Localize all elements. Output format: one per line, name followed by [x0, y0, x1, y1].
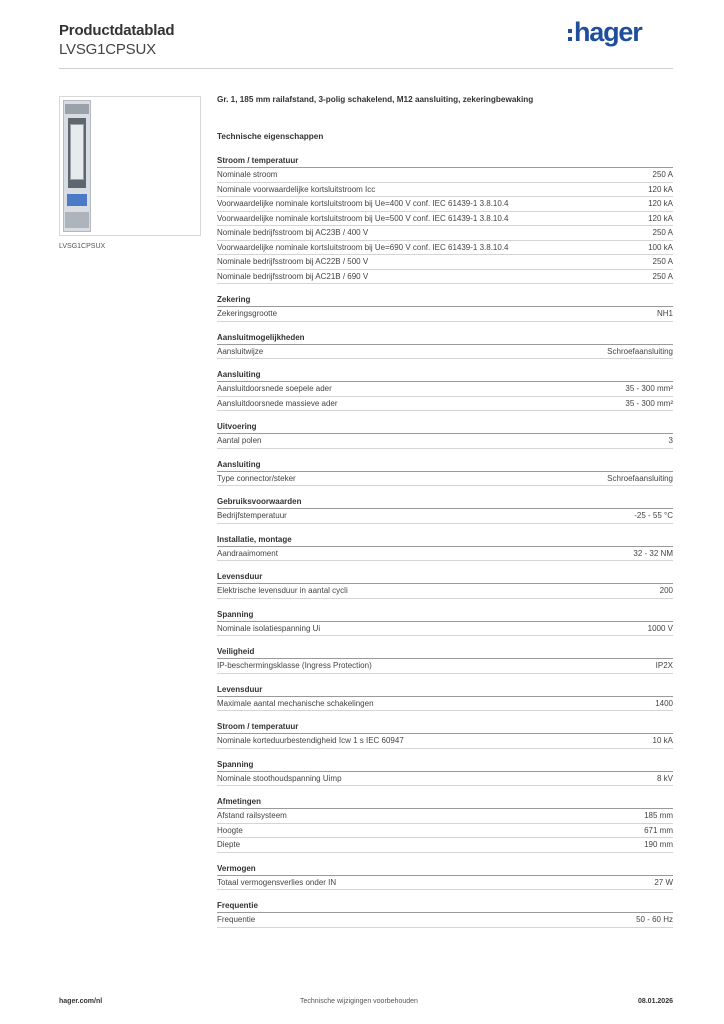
- spec-label: Frequentie: [217, 915, 256, 924]
- spec-label: IP-beschermingsklasse (Ingress Protection): [217, 661, 372, 670]
- spec-label: Elektrische levensduur in aantal cycli: [217, 586, 348, 595]
- spec-value: IP2X: [655, 661, 673, 670]
- spec-row: [217, 307, 673, 322]
- spec-group-title: Levensduur: [217, 571, 673, 584]
- spec-value: Schroefaansluiting: [607, 346, 673, 356]
- spec-value: 185 mm: [644, 811, 673, 820]
- spec-row: [217, 226, 673, 241]
- spec-label: Aansluitdoorsnede massieve ader: [217, 398, 338, 408]
- spec-row: [217, 809, 673, 824]
- spec-group-title: Stroom / temperatuur: [217, 721, 673, 734]
- logo-dots: [568, 29, 572, 41]
- spec-group-title: Aansluiting: [217, 369, 673, 382]
- spec-group-title: Spanning: [217, 609, 673, 622]
- product-image-caption: LVSG1CPSUX: [59, 243, 106, 250]
- spec-label: Type connector/steker: [217, 473, 296, 483]
- product-image: [59, 96, 201, 236]
- spec-group: [217, 646, 673, 674]
- spec-value: 1400: [655, 698, 673, 708]
- spec-row: [217, 270, 673, 285]
- spec-group-title: Installatie, montage: [217, 534, 673, 547]
- spec-value: NH1: [656, 309, 673, 318]
- spec-group: [217, 684, 673, 712]
- spec-value: 671 mm: [644, 825, 673, 835]
- page-header: [59, 22, 174, 58]
- spec-value: 200: [659, 586, 673, 595]
- spec-label: Voorwaardelijke nominale kortsluitstroom bij Ue=500 V conf. IEC 61439-1 3.8.10.4: [217, 213, 509, 223]
- spec-group: [217, 759, 673, 787]
- spec-group-title: Gebruiksvoorwaarden: [217, 496, 673, 509]
- spec-group: [217, 571, 673, 599]
- spec-label: Nominale bedrijfsstroom bij AC22B / 500 V: [217, 257, 369, 266]
- spec-label: Bedrijfstemperatuur: [217, 511, 287, 520]
- spec-row: [217, 241, 673, 256]
- spec-group-title: Zekering: [217, 294, 673, 307]
- spec-label: Voorwaardelijke nominale kortsluitstroom bij Ue=690 V conf. IEC 61439-1 3.8.10.4: [217, 242, 509, 252]
- spec-value: 100 kA: [648, 242, 673, 252]
- spec-group-title: Stroom / temperatuur: [217, 155, 673, 168]
- footer-date: 08.01.2026: [637, 998, 673, 1005]
- spec-group: [217, 534, 673, 562]
- spec-value: -25 - 55 °C: [634, 511, 673, 520]
- spec-value: 250 A: [652, 228, 673, 237]
- spec-label: Zekeringsgrootte: [217, 309, 278, 318]
- spec-group-title: Frequentie: [217, 900, 673, 913]
- spec-group-title: Vermogen: [217, 863, 673, 876]
- spec-groups: [217, 155, 673, 928]
- spec-value: 35 - 300 mm²: [625, 398, 673, 408]
- spec-label: Totaal vermogensverlies onder IN: [217, 877, 337, 887]
- spec-label: Nominale stroom: [217, 170, 278, 179]
- spec-row: [217, 913, 673, 928]
- spec-row: [217, 197, 673, 212]
- spec-row: [217, 659, 673, 674]
- spec-group: [217, 155, 673, 284]
- spec-group-title: Aansluiting: [217, 459, 673, 472]
- spec-row: [217, 183, 673, 198]
- hager-logo: [568, 18, 642, 46]
- spec-row: [217, 212, 673, 227]
- spec-value: 190 mm: [644, 840, 673, 849]
- spec-row: [217, 509, 673, 524]
- spec-row: [217, 876, 673, 891]
- spec-row: [217, 838, 673, 853]
- spec-group-title: Levensduur: [217, 684, 673, 697]
- spec-group: [217, 369, 673, 411]
- spec-value: Schroefaansluiting: [607, 473, 673, 483]
- spec-group: [217, 459, 673, 487]
- spec-group: [217, 721, 673, 749]
- footer-disclaimer: Technische wijzigingen voorbehouden: [300, 998, 418, 1005]
- spec-row: [217, 345, 673, 360]
- spec-row: [217, 547, 673, 562]
- spec-value: 10 kA: [652, 736, 673, 745]
- spec-label: Aansluitwijze: [217, 346, 264, 356]
- header-divider: [59, 68, 673, 69]
- spec-group: [217, 796, 673, 853]
- spec-group: [217, 332, 673, 360]
- spec-row: [217, 255, 673, 270]
- product-code: LVSG1CPSUX: [59, 41, 156, 58]
- footer-website: hager.com/nl: [59, 998, 103, 1005]
- spec-label: Aandraaimoment: [217, 548, 278, 558]
- spec-value: 8 kV: [656, 773, 673, 783]
- spec-row: [217, 824, 673, 839]
- spec-label: Aantal polen: [217, 436, 262, 445]
- spec-group-title: Spanning: [217, 759, 673, 772]
- spec-group: [217, 863, 673, 891]
- logo-wordmark: hager: [574, 17, 642, 47]
- spec-label: Nominale bedrijfsstroom bij AC21B / 690 V: [217, 271, 369, 281]
- spec-value: 32 - 32 NM: [633, 548, 673, 558]
- spec-label: Nominale isolatiespanning Ui: [217, 623, 321, 633]
- spec-value: 3: [668, 436, 673, 445]
- spec-value: 250 A: [652, 271, 673, 281]
- spec-row: [217, 434, 673, 449]
- spec-row: [217, 584, 673, 599]
- spec-group: [217, 421, 673, 449]
- spec-label: Aansluitdoorsnede soepele ader: [217, 384, 332, 393]
- spec-row: [217, 772, 673, 787]
- spec-value: 27 W: [654, 877, 673, 887]
- spec-value: 120 kA: [648, 199, 673, 208]
- spec-value: 50 - 60 Hz: [636, 915, 673, 924]
- spec-group: [217, 294, 673, 322]
- spec-group-title: Uitvoering: [217, 421, 673, 434]
- spec-label: Maximale aantal mechanische schakelingen: [217, 698, 374, 708]
- spec-label: Nominale stoothoudspanning Uimp: [217, 773, 342, 783]
- spec-group-title: Aansluitmogelijkheden: [217, 332, 673, 345]
- spec-label: Nominale bedrijfsstroom bij AC23B / 400 V: [217, 228, 369, 237]
- spec-value: 250 A: [652, 257, 673, 266]
- spec-row: [217, 382, 673, 397]
- switch-disconnector-illustration: [63, 100, 91, 232]
- spec-row: [217, 168, 673, 183]
- spec-row: [217, 734, 673, 749]
- spec-label: Afstand railsysteem: [217, 811, 287, 820]
- page-title: Productdatablad: [59, 22, 175, 39]
- spec-content: [217, 95, 673, 928]
- spec-value: 250 A: [652, 170, 673, 179]
- spec-group-title: Afmetingen: [217, 796, 673, 809]
- spec-label: Hoogte: [217, 825, 243, 835]
- spec-label: Nominale voorwaardelijke kortsluitstroom Icc: [217, 184, 376, 194]
- product-description: Gr. 1, 185 mm railafstand, 3-polig schakelend, M12 aansluiting, zekeringbewaking: [217, 95, 534, 104]
- spec-label: Voorwaardelijke nominale kortsluitstroom bij Ue=400 V conf. IEC 61439-1 3.8.10.4: [217, 199, 509, 208]
- spec-group-title: Veiligheid: [217, 646, 673, 659]
- spec-value: 120 kA: [648, 213, 673, 223]
- spec-group: [217, 496, 673, 524]
- spec-group: [217, 900, 673, 928]
- spec-row: [217, 697, 673, 712]
- spec-row: [217, 397, 673, 412]
- spec-value: 35 - 300 mm²: [625, 384, 673, 393]
- spec-group: [217, 609, 673, 637]
- spec-value: 120 kA: [648, 184, 673, 194]
- spec-label: Nominale korteduurbestendigheid Icw 1 s IEC 60947: [217, 736, 404, 745]
- spec-value: 1000 V: [647, 623, 673, 633]
- section-title: Technische eigenschappen: [217, 132, 324, 141]
- spec-label: Diepte: [217, 840, 241, 849]
- spec-row: [217, 472, 673, 487]
- spec-row: [217, 622, 673, 637]
